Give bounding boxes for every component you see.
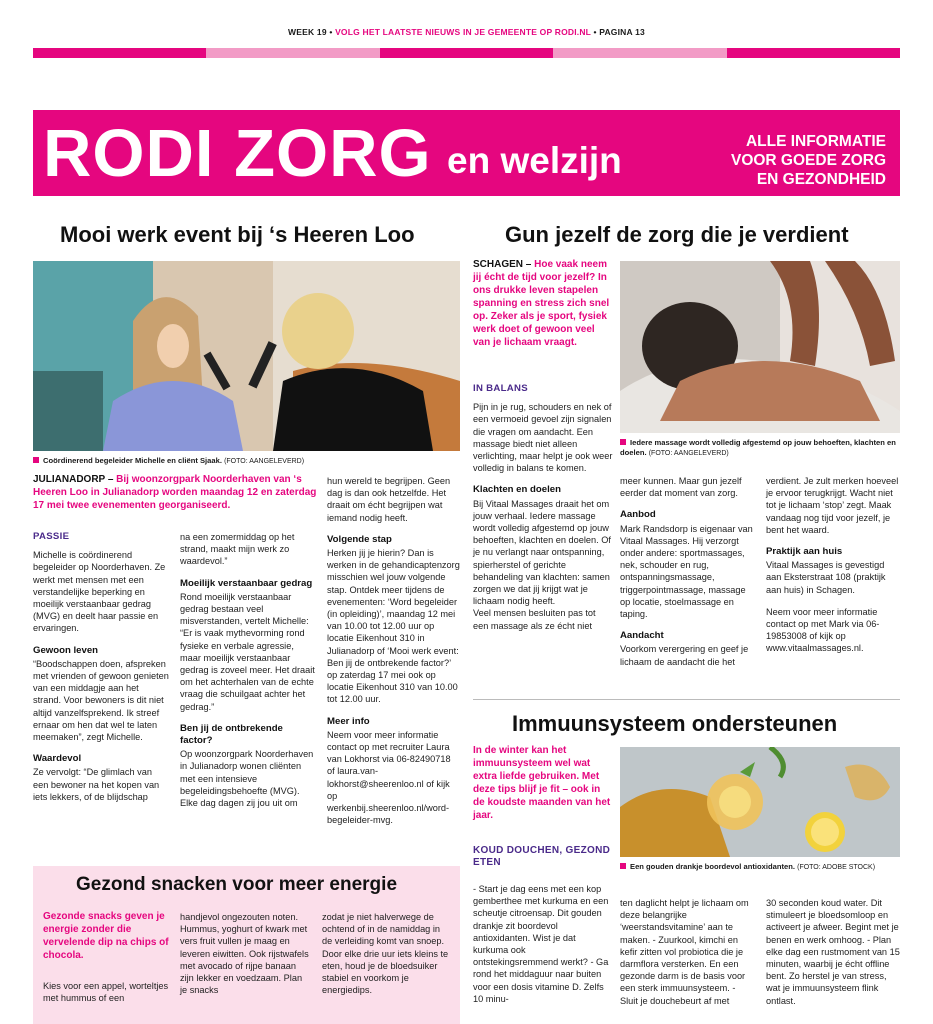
article2-section: IN BALANS [473,383,528,394]
article3-col3: 30 seconden koud water. Dit stimuleert je bloedsomloop en activeert je afweer. Begint met je benen en werk omhoog. - Plan elke dag een rustmoment van 15 minuten, waarbij je écht offline bent. Zo herstel je van stress, wat je immuunsysteem flink ontlast. [766,898,900,1006]
article1-title: Mooi werk event bij ‘s Heeren Loo [60,222,415,247]
article1-section: PASSIE [33,531,70,542]
article2-col3: verdient. Je zult merken hoeveel je ervoor terugkrijgt. Wacht niet tot je lichaam ‘stop’ zegt. Maak vandaag nog tijd voor jezelf, je bent het waard. Praktijk aan huis Vitaal Massages is gevestigd aan Eksterstraat 108 (praktijk aan huis) in Schagen. Neem voor meer informatie contact op met Mark via 06-19853008 of kijk op www.vitaalmassages.nl. [766,476,899,654]
article4-col2: handjevol ongezouten noten. Hummus, yoghurt of kwark met vers fruit vullen je maag en leveren eiwitten. Ook rijstwafels met avocado of rijpe banaan zijn lekker en voedzaam. Plan je snacks [180,912,309,996]
article3-col1: - Start je dag eens met een kop gemberthee met kurkuma en een scheutje citroensap. Dit gouden drankje zit boordevol antioxidanten. Wist je dat kurkuma ook ontstekingsremmend werkt? - Ga rond het middaguur naar buiten voor een dosis vitamine D. Zelfs 10 minu- [473,884,609,1004]
article1-lead: JULIANADORP – Bij woonzorgpark Noorderhaven van ‘s Heeren Loo in Julianadorp worden maandag 12 en zaterdag 17 mei twee evenementen georganiseerd. [33,474,317,511]
page-header: WEEK 19 • VOLG HET LAATSTE NIEUWS IN JE GEMEENTE OP RODI.NL • PAGINA 13 [288,27,645,37]
article2-caption: Iedere massage wordt volledig afgestemd op jouw behoeften, klachten en doelen. (FOTO: AANGELEVERD) [620,438,896,457]
article2-title: Gun jezelf de zorg die je verdient [505,222,849,247]
banner-info: ALLE INFORMATIE VOOR GOEDE ZORG EN GEZONDHEID [730,133,886,188]
article1-col1: PASSIE Michelle is coördinerend begeleider op Noorderhaven. Ze werkt met mensen met een verstandelijke beperking en moeilijk verstaanbaar gedrag (MVG) en deelt haar passie en ervaringen. Gewoon leven “Boodschappen doen, afspreken met vrienden of gewoon genieten van een middagje aan het strand. Voor bewoners is dit niet altijd vanzelfsprekend. Ik streef ernaar om hen dat wel te laten meemaken”, zegt Michelle. Waardevol Ze vervolgt: “De glimlach van een bewoner na het kopen van iets lekkers, of de blijdschap [33,531,169,802]
article2-col2: meer kunnen. Maar gun jezelf eerder dat moment van zorg. Aanbod Mark Randsdorp is eigenaar van Vitaal Massages. Hij verzorgt onder andere: sportmassages, nek, schouder en rug, ontspanningsmassage, triggerpointmassage, massage op locatie, stoelmassage en taping. Aandacht Voorkom verergering en geef je lichaam de aandacht die het [620,476,753,667]
article4-lead: Gezonde snacks geven je energie zonder die vervelende dip na chips of chocola. [43,911,169,961]
article4-col3: zodat je niet halverwege de ochtend of in de namiddag in de verleiding komt van snoep. Door elke drie uur iets kleins te eten, houd je de bloedsuiker stabiel en voorkom je energiedips. [322,912,449,996]
article3-lead: In de winter kan het immuunsysteem wel wat extra liefde gebruiken. Met deze tips blijf je fit – ook in de koudste maanden van het jaar. [473,745,611,821]
article3-col2: ten daglicht helpt je lichaam om deze belangrijke ‘weerstandsvitamine’ aan te maken. - Zuurkool, kimchi en kefir zitten vol probiotica die je darmflora versterken. En een gezonde darm is de basis voor een sterk immuunsysteem. - Sluit je douchebeurt af met [620,898,749,1006]
article4-title: Gezond snacken voor meer energie [76,874,398,895]
article2-col1: IN BALANS Pijn in je rug, schouders en nek of een vermoeid gevoel zijn signalen die vragen om aandacht. Een massage biedt niet alleen verlichting, maar helpt je ook weer volledig in balans te komen. Klachten en doelen Bij Vitaal Massages draait het om jouw verhaal. Iedere massage wordt volledig afgestemd op jouw behoeften, klachten en doelen. Of je nu verlangt naar ontspanning, spierherstel of gerichte behandeling van klachten: samen zorgen we dat jij krijgt wat je lichaam nodig heeft. Veel mensen besluiten pas tot een massage als ze écht niet [473,383,613,631]
article1-col3: hun wereld te begrijpen. Geen dag is dan ook hetzelfde. Het draait om écht begrijpen wat iemand nodig heeft. Volgende stap Herken jij je hierin? Dan is werken in de gehandicaptenzorg misschien wel jouw volgende stap. Ontdek meer tijdens de evenementen: ‘Word begeleider (in opleiding)’, maandag 12 mei van 10.00 tot 12.00 uur op locatie Eikenhout 310 in Julianadorp of ‘Mooi werk event: Ben jij de ontbrekende factor?’ op zaterdag 17 mei ook op locatie Eikenhout 310 van 10.00 tot 12.00 uur. Meer info Neem voor meer informatie contact op met recruiter Laura van Lokhorst via 06-82490718 of laura.van-lokhorst@sheerenloo.nl of kijk op werkenbij.sheerenloo.nl/word-begeleider-mvg. [327,476,460,826]
week-label: WEEK 19 [288,27,327,37]
page-number: PAGINA 13 [599,27,645,37]
article3-title: Immuunsysteem ondersteunen [512,711,838,736]
article3-section: KOUD DOUCHEN, GEZOND ETEN [473,845,611,868]
divider [473,699,900,700]
article3-caption: Een gouden drankje boordevol antioxidanten. (FOTO: ADOBE STOCK) [620,862,900,873]
article3-section-wrap [473,845,613,875]
article1-col2: na een zomermiddag op het strand, maakt mijn werk zo waardevol.” Moeilijk verstaanbaar gedrag Rond moeilijk verstaanbaar gedrag bestaan veel misverstanden, vertelt Michelle: “Er is vaak mythevorming rond fysieke en verbale agressie, maar moeilijk verstaanbaar gedrag is zoveel meer. Het draait om het achterhalen van de echte vraag die schuilgaat achter het gedrag.” Ben jij de ontbrekende factor? Op woonzorgpark Noorderhaven in Julianadorp wonen cliënten met een intensieve begeleidingsbehoefte (MVG). Elke dag dagen zij jou uit om [180,532,315,809]
banner-subtitle: en welzijn [447,140,622,181]
color-stripe [33,48,900,58]
banner-title: RODI ZORG [43,116,432,191]
article4-col1: Kies voor een appel, worteltjes met hummus of een [43,981,169,1004]
article2-photo [620,261,900,433]
header-news-link[interactable]: VOLG HET LAATSTE NIEUWS IN JE GEMEENTE OP RODI.NL [335,27,591,37]
article2-lead: SCHAGEN – Hoe vaak neem jij écht de tijd voor jezelf? In ons drukke leven stapelen spanning en stress zich snel op. Zeker als je sport, fysiek werk doet of gewoon veel van je lichaam vraagt. [473,259,610,348]
article1-photo [33,261,460,451]
article3-photo [620,747,900,857]
section-banner [33,110,900,196]
article1-caption: Coördinerend begeleider Michelle en cliënt Sjaak. (FOTO: AANGELEVERD) [33,456,460,467]
